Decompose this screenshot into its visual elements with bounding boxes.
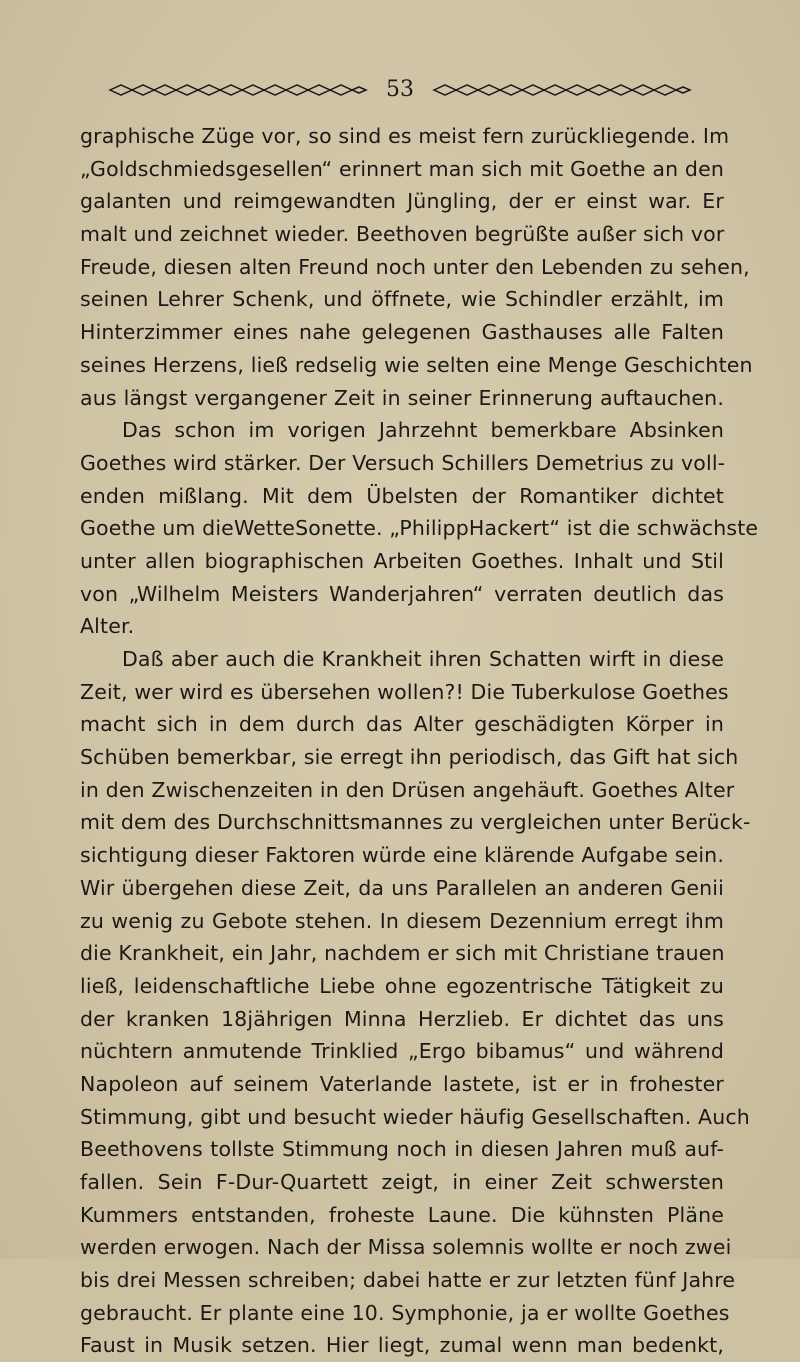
text-line: gebraucht. Er plante eine 10. Symphonie, ja er wollte Goethes bbox=[80, 1300, 730, 1325]
text-line: zu wenig zu Gebote stehen. In diesem Dezennium erregt ihm bbox=[80, 908, 724, 933]
text-line: Hinterzimmer eines nahe gelegenen Gasthauses alle Falten bbox=[80, 320, 724, 345]
text-line: Faust in Musik setzen. Hier liegt, zumal wenn man bedenkt, bbox=[80, 1333, 724, 1358]
text-line: seinen Lehrer Schenk, und öffnete, wie Schindler erzählt, im bbox=[80, 287, 724, 312]
text-line: bis drei Messen schreiben; dabei hatte er zur letzten fünf Jahre bbox=[80, 1268, 736, 1293]
text-line: seines Herzens, ließ redselig wie selten eine Menge Geschichten bbox=[80, 352, 753, 377]
text-line: galanten und reimgewandten Jüngling, der er einst war. Er bbox=[80, 189, 724, 214]
text-line: der kranken 18jährigen Minna Herzlieb. Er dichtet das uns bbox=[80, 1006, 724, 1031]
text-line: Daß aber auch die Krankheit ihren Schatten wirft in diese bbox=[122, 647, 724, 671]
text-line: werden erwogen. Nach der Missa solemnis wollte er noch zwei bbox=[80, 1235, 732, 1260]
text-line: Alter. bbox=[80, 614, 135, 639]
text-line: die Krankheit, ein Jahr, nachdem er sich mit Christiane trauen bbox=[80, 941, 725, 966]
text-line: sichtigung dieser Faktoren würde eine klärende Aufgabe sein. bbox=[80, 843, 724, 868]
text-line: Goethes wird stärker. Der Versuch Schillers Demetrius zu voll- bbox=[80, 450, 726, 475]
text-line: in den Zwischenzeiten in den Drüsen angehäuft. Goethes Alter bbox=[80, 777, 735, 802]
text-line: macht sich in dem durch das Alter geschädigten Körper in bbox=[80, 712, 724, 737]
text-line: Das schon im vorigen Jahrzehnt bemerkbare Absinken bbox=[122, 418, 724, 443]
text-line: aus längst vergangener Zeit in seiner Erinnerung auftauchen. bbox=[80, 385, 724, 410]
text-line: graphische Züge vor, so sind es meist fern zurückliegende. Im bbox=[80, 124, 730, 148]
text-line: Goethe um dieWetteSonette. „PhilippHackert“ ist die schwächste bbox=[80, 516, 759, 541]
text-line: „Goldschmiedsgesellen“ erinnert man sich mit Goethe an den bbox=[80, 156, 724, 181]
text-line: Zeit, wer wird es übersehen wollen?! Die Tuberkulose Goethes bbox=[80, 679, 729, 704]
text-line: unter allen biographischen Arbeiten Goethes. Inhalt und Stil bbox=[80, 548, 724, 573]
text-line: ließ, leidenschaftliche Liebe ohne egozentrische Tätigkeit zu bbox=[80, 973, 724, 998]
text-line: mit dem des Durchschnittsmannes zu vergleichen unter Berück- bbox=[80, 810, 751, 835]
text-line: fallen. Sein F-Dur-Quartett zeigt, in einer Zeit schwersten bbox=[80, 1170, 724, 1194]
text-line: Stimmung, gibt und besucht wieder häufig Gesellschaften. Auch bbox=[80, 1104, 750, 1129]
text-line: Beethovens tollste Stimmung noch in diesen Jahren muß auf- bbox=[80, 1137, 724, 1162]
page-header bbox=[100, 72, 700, 108]
left-ornament-icon bbox=[108, 82, 368, 98]
right-ornament-icon bbox=[432, 82, 692, 98]
page-number: 53 bbox=[386, 77, 414, 102]
text-line: Kummers entstanden, froheste Laune. Die kühnsten Pläne bbox=[80, 1202, 724, 1227]
text-line: Napoleon auf seinem Vaterlande lastete, ist er in frohester bbox=[80, 1071, 724, 1096]
text-line: Schüben bemerkbar, sie erregt ihn periodisch, das Gift hat sich bbox=[80, 745, 739, 770]
text-line: enden mißlang. Mit dem Übelsten der Romantiker dichtet bbox=[80, 483, 724, 508]
text-line: Wir übergehen diese Zeit, da uns Parallelen an anderen Genii bbox=[80, 875, 724, 900]
text-line: nüchtern anmutende Trinklied „Ergo bibamus“ und während bbox=[80, 1039, 724, 1064]
text-line: malt und zeichnet wieder. Beethoven begrüßte außer sich vor bbox=[80, 222, 725, 247]
body-text bbox=[80, 120, 759, 1362]
text-line: von „Wilhelm Meisters Wanderjahren“ verraten deutlich das bbox=[80, 581, 724, 606]
text-line: Freude, diesen alten Freund noch unter den Lebenden zu sehen, bbox=[80, 254, 750, 279]
